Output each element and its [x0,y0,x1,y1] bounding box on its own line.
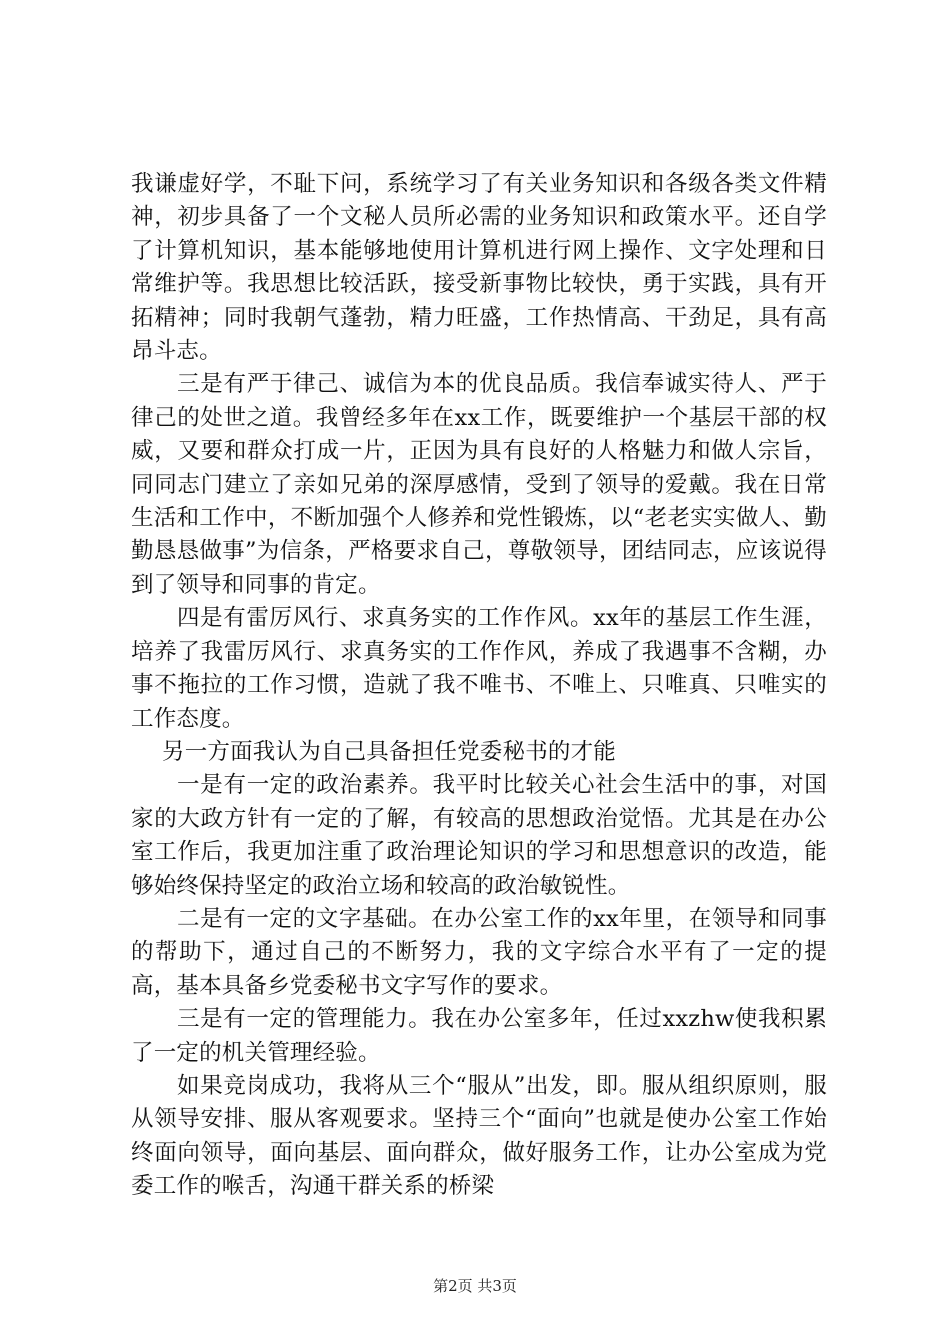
document-body [131,168,827,1204]
paragraph-6: 二是有一定的文字基础。在办公室工作的xx年里，在领导和同事的帮助下，通过自己的不断努力，我的文字综合水平有了一定的提高，基本具备乡党委秘书文字写作的要求。 [131,905,827,999]
paragraph-5: 一是有一定的政治素养。我平时比较关心社会生活中的事，对国家的大政方针有一定的了解，有较高的思想政治觉悟。尤其是在办公室工作后，我更加注重了政治理论知识的学习和思想意识的改造，能够始终保持坚定的政治立场和较高的政治敏锐性。 [131,772,827,899]
paragraph-8: 如果竞岗成功，我将从三个“服从”出发，即。服从组织原则，服从领导安排、服从客观要求。坚持三个“面向”也就是使办公室工作始终面向领导，面向基层、面向群众，做好服务工作，让办公室成为党委工作的喉舌，沟通干群关系的桥梁 [131,1072,827,1200]
paragraph-2: 三是有严于律己、诚信为本的优良品质。我信奉诚实待人、严于律己的处世之道。我曾经多年在xx工作，既要维护一个基层干部的权威，又要和群众打成一片，正因为具有良好的人格魅力和做人宗旨，同同志门建立了亲如兄弟的深厚感情，受到了领导的爱戴。我在日常生活和工作中，不断加强个人修养和党性锻炼，以“老老实实做人、勤勤恳恳做事”为信条，严格要求自己，尊敬领导，团结同志，应该说得到了领导和同事的肯定。 [131,371,827,598]
paragraph-4: 另一方面我认为自己具备担任党委秘书的才能 [162,738,617,765]
paragraph-1: 我谦虚好学，不耻下问，系统学习了有关业务知识和各级各类文件精神，初步具备了一个文秘人员所必需的业务知识和政策水平。还自学了计算机知识，基本能够地使用计算机进行网上操作、文字处理和日常维护等。我思想比较活跃，接受新事物比较快，勇于实践，具有开拓精神；同时我朝气蓬勃，精力旺盛，工作热情高、干劲足，具有高昂斗志。 [131,171,827,365]
paragraph-7: 三是有一定的管理能力。我在办公室多年，任过xxzhw使我积累了一定的机关管理经验。 [131,1006,827,1066]
page-number-footer: 第2页 共3页 [433,1277,517,1295]
paragraph-3: 四是有雷厉风行、求真务实的工作作风。xx年的基层工作生涯，培养了我雷厉风行、求真务实的工作作风，养成了我遇事不含糊，办事不拖拉的工作习惯，造就了我不唯书、不唯上、只唯真、只唯实的工作态度。 [131,605,827,732]
